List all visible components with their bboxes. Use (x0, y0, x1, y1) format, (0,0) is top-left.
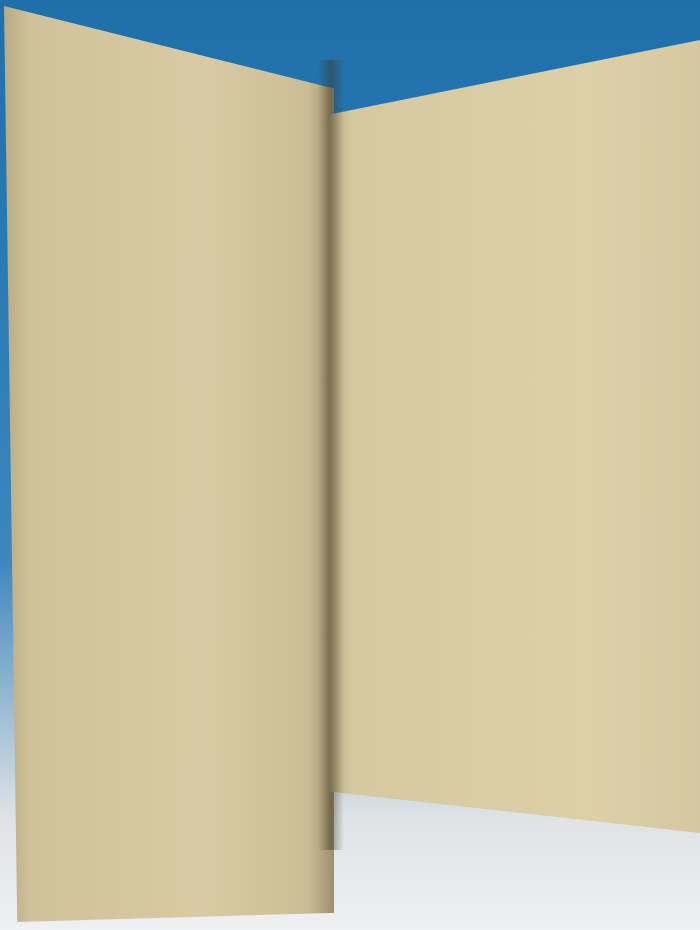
right-page (330, 40, 700, 866)
left-page (4, 6, 334, 922)
book-gutter (318, 60, 344, 850)
